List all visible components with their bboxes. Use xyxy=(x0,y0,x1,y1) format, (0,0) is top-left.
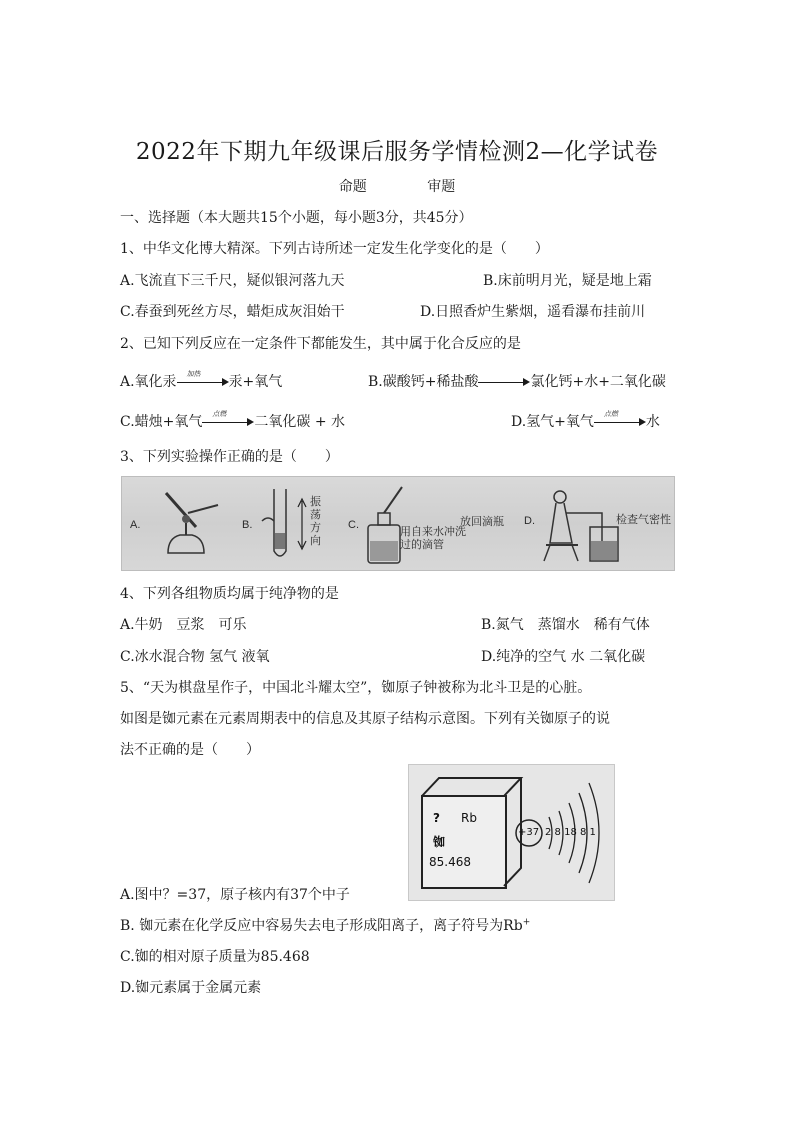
q2-c-right: 二氧化碳 + 水 xyxy=(254,414,346,430)
nucleus-charge: +37 xyxy=(518,827,540,838)
rubidium-figure xyxy=(408,764,615,901)
q5-stem-line2: 如图是铷元素在元素周期表中的信息及其原子结构示意图。下列有关铷原子的说 xyxy=(120,711,610,727)
q2-d-right: 水 xyxy=(645,414,660,430)
q4-option-c: C.冰水混合物 氢气 液氧 xyxy=(120,649,270,665)
reaction-arrow xyxy=(594,410,646,429)
reaction-arrow xyxy=(177,370,229,389)
q2-d-left: D.氢气+氧气 xyxy=(511,414,594,430)
dropper-bottle-icon xyxy=(362,481,422,567)
reaction-arrow xyxy=(478,375,530,389)
fig-caption-c1: 用自来水冲洗过的滴管 xyxy=(400,525,466,551)
q2-option-a xyxy=(120,371,282,391)
fig-caption-d: 检查气密性 xyxy=(616,513,671,526)
test-tube-shake-icon xyxy=(260,485,300,565)
q2-option-b xyxy=(368,371,666,391)
fig-label-a: A. xyxy=(130,519,141,531)
q2-a-right: 汞+氧气 xyxy=(228,374,283,390)
fig-label-b: B. xyxy=(242,519,253,531)
reaction-arrow xyxy=(202,410,254,429)
q4-stem: 4、下列各组物质均属于纯净物的是 xyxy=(120,586,339,602)
fig-caption-b: 振荡方向 xyxy=(310,495,321,547)
q1-option-c: C.春蚕到死丝方尽，蜡炬成灰泪始干 xyxy=(120,304,345,320)
q5-option-d: D.铷元素属于金属元素 xyxy=(120,980,262,996)
q1-stem: 1、中华文化博大精深。下列古诗所述一定发生化学变化的是（ ） xyxy=(120,241,549,257)
reaction-condition: 加热 xyxy=(186,370,201,378)
q2-b-right: 氯化钙+水+二氧化碳 xyxy=(530,374,666,390)
q5-stem-line1: 5、“天为棋盘星作子，中国北斗耀太空”，铷原子钟被称为北斗卫是的心脏。 xyxy=(120,680,592,696)
shake-direction-icon xyxy=(296,497,308,551)
q5-option-b-text: B. 铷元素在化学反应中容易失去电子形成阳离子，离子符号为Rb xyxy=(120,918,523,934)
q5-option-b xyxy=(120,915,530,935)
exam-subtitle xyxy=(0,176,794,196)
ion-charge: + xyxy=(522,917,531,928)
q4-option-d: D.纯净的空气 水 二氧化碳 xyxy=(481,649,646,665)
q1-option-a: A.飞流直下三千尺，疑似银河落九天 xyxy=(120,273,345,289)
q1-option-b: B.床前明月光，疑是地上霜 xyxy=(483,273,652,289)
reaction-condition: 点燃 xyxy=(603,410,618,418)
q5-option-c: C.铷的相对原子质量为85.468 xyxy=(120,949,310,965)
lab-operations-figure xyxy=(121,476,675,571)
q2-option-d xyxy=(511,411,660,431)
q2-option-c xyxy=(120,411,345,431)
section-heading: 一、选择题（本大题共15个小题，每小题3分，共45分） xyxy=(120,210,473,226)
electron-shells: 2 8 18 8 1 xyxy=(545,827,596,838)
q2-c-left: C.蜡烛+氧气 xyxy=(120,414,203,430)
atomic-mass: 85.468 xyxy=(429,855,471,869)
fig-label-c: C. xyxy=(348,519,359,531)
atomic-number-unknown: ? xyxy=(433,811,440,825)
q2-b-left: B.碳酸钙+稀盐酸 xyxy=(368,374,479,390)
q5-stem-line3: 法不正确的是（ ） xyxy=(120,742,260,758)
element-symbol: Rb xyxy=(461,811,477,825)
reaction-condition: 点燃 xyxy=(212,410,227,418)
q4-option-a: A.牛奶 豆浆 可乐 xyxy=(120,617,247,633)
fig-label-d: D. xyxy=(524,515,535,527)
element-name: 铷 xyxy=(433,835,446,849)
reviewer-label: 审题 xyxy=(427,179,456,195)
fig-caption-c2: 放回滴瓶 xyxy=(460,515,504,528)
q1-option-d: D.日照香炉生紫烟，遥看瀑布挂前川 xyxy=(420,304,646,320)
setter-label: 命题 xyxy=(338,179,367,195)
q4-option-b: B.氮气 蒸馏水 稀有气体 xyxy=(481,617,650,633)
alcohol-lamp-icon xyxy=(148,483,228,565)
exam-title: 2022年下期九年级课后服务学情检测2—化学试卷 xyxy=(135,139,659,165)
q2-a-left: A.氧化汞 xyxy=(120,374,177,390)
q3-stem: 3、下列实验操作正确的是（ ） xyxy=(120,449,339,465)
q5-option-a: A.图中？=37，原子核内有37个中子 xyxy=(120,887,350,903)
q2-stem: 2、已知下列反应在一定条件下都能发生，其中属于化合反应的是 xyxy=(120,336,521,352)
